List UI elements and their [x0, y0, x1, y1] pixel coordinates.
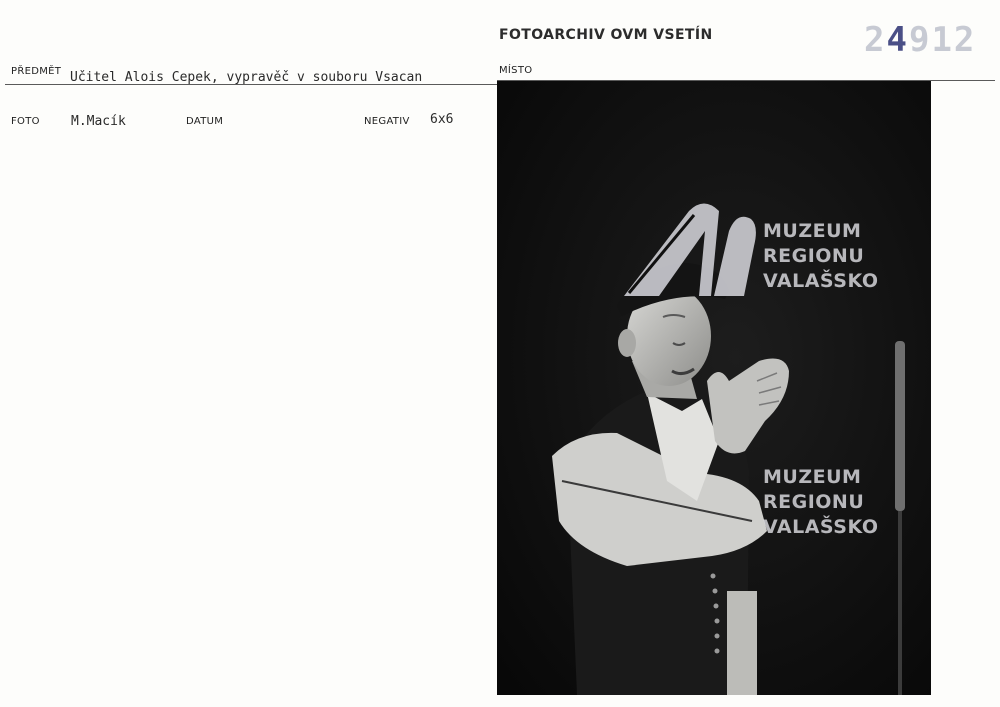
watermark-line-2: REGIONU	[763, 245, 865, 267]
foto-label: FOTO	[11, 116, 40, 127]
foto-value: M.Macík	[71, 114, 126, 129]
watermark-line-3: VALAŠSKO	[763, 270, 879, 292]
inventory-number	[864, 20, 976, 60]
inventory-number-accent: 4	[886, 20, 909, 60]
watermark-line-2: REGIONU	[763, 491, 865, 513]
datum-label: DATUM	[186, 116, 224, 127]
predmet-underline	[5, 84, 497, 85]
inventory-number-rest: 912	[908, 20, 977, 60]
photo-scene	[497, 81, 931, 695]
predmet-label: PŘEDMĚT	[11, 66, 62, 77]
watermark-text-top	[763, 219, 878, 294]
watermark-line-3: VALAŠSKO	[763, 516, 879, 538]
watermark-line-1: MUZEUM	[763, 220, 862, 242]
inventory-number-prefix: 2	[864, 20, 887, 60]
archive-photograph	[497, 81, 931, 695]
watermark-line-1: MUZEUM	[763, 466, 862, 488]
misto-label: MÍSTO	[499, 65, 533, 76]
predmet-value: Učitel Alois Cepek, vypravěč v souboru Vsacan	[70, 70, 423, 85]
watermark-text-bottom	[763, 465, 878, 540]
archive-title: FOTOARCHIV OVM VSETÍN	[499, 27, 713, 43]
negativ-label: NEGATIV	[364, 116, 410, 127]
negativ-value: 6x6	[430, 112, 454, 127]
